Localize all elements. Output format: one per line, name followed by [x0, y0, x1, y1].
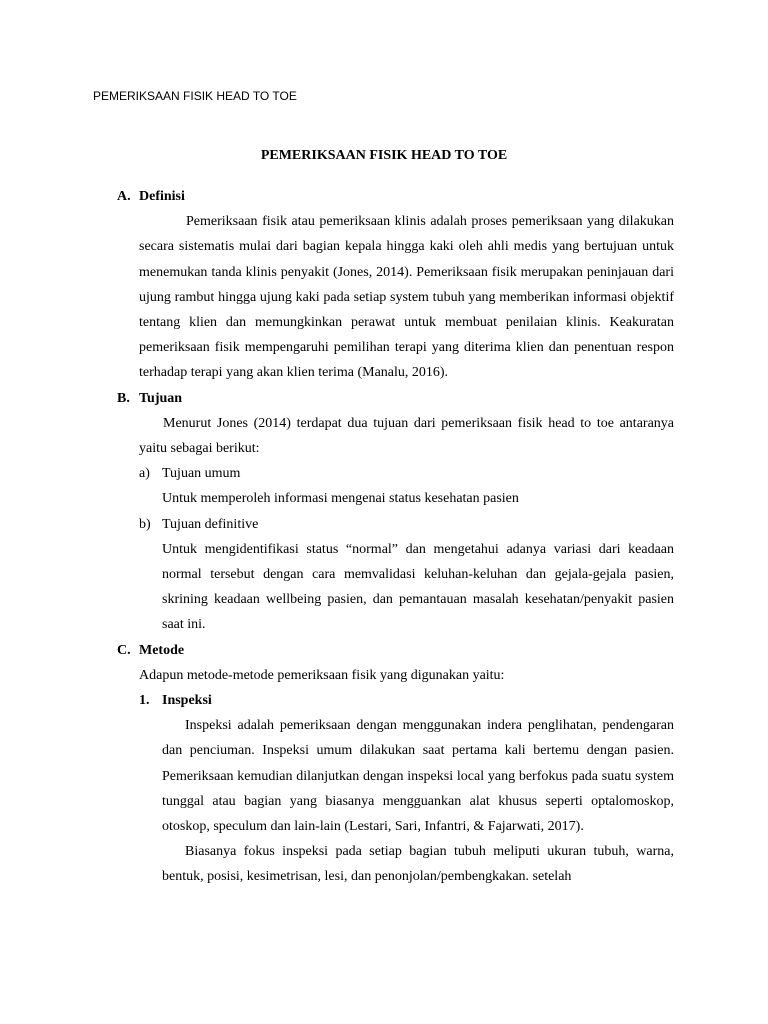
section-title: Tujuan [139, 390, 183, 406]
subsection-title: Tujuan umum [162, 466, 241, 482]
section-heading-metode [0, 638, 768, 663]
subsection-title: Tujuan definitive [162, 516, 259, 532]
section-marker: A. [117, 189, 131, 204]
section-heading-definisi [0, 184, 768, 209]
section-title: Definisi [139, 189, 185, 204]
section-heading-tujuan [0, 386, 768, 411]
subsection-heading-tujuan-definitive [0, 512, 768, 537]
subsection-heading-tujuan-umum [0, 461, 768, 486]
paragraph-inspeksi-1: Inspeksi adalah pemeriksaan dengan menggunakan indera penglihatan, pendengaran dan penciuman. Inspeksi umum dilakukan saat pertama kali bertemu dengan pasien. Pemeriksaan kemudian dilanjutkan dengan inspeksi local yang berfokus pada suatu system tunggal atau bagian yang biasanya mengguankan alat khusus seperti optalomoskop, otoskop, speculum dan lain-lain (Lestari, Sari, Infantri, & Fajarwati, 2017). [162, 718, 674, 834]
paragraph-metode-intro: Adapun metode-metode pemeriksaan fisik yang digunakan yaitu: [139, 667, 505, 683]
section-marker: B. [117, 390, 130, 406]
section-title: Metode [139, 642, 185, 658]
subsection-heading-inspeksi [0, 688, 768, 713]
paragraph-tujuan-definitive: Untuk mengidentifikasi status “normal” dan mengetahui adanya variasi dari keadaan normal tersebut dengan cara memvalidasi keluhan-keluhan dan gejala-gejala pasien, skrining keadaan wellbeing pasien, dan pemantauan masalah kesehatan/penyakit pasien saat ini. [162, 541, 674, 633]
paragraph-tujuan-intro: Menurut Jones (2014) terdapat dua tujuan dari pemeriksaan fisik head to toe antaranya yaitu sebagai berikut: [139, 415, 674, 456]
page-title: PEMERIKSAAN FISIK HEAD TO TOE [260, 148, 508, 163]
paragraph-inspeksi-2: Biasanya fokus inspeksi pada setiap bagian tubuh meliputi ukuran tubuh, warna, bentuk, posisi, kesimetrisan, lesi, dan penonjolan/pembengkakan. setelah [162, 844, 674, 885]
paragraph-tujuan-umum: Untuk memperoleh informasi mengenai status kesehatan pasien [162, 491, 519, 507]
list-marker: a) [139, 466, 150, 482]
list-marker: b) [139, 516, 151, 532]
list-marker: 1. [139, 692, 150, 708]
subsection-title: Inspeksi [162, 692, 212, 708]
document-body [0, 184, 768, 890]
running-header: PEMERIKSAAN FISIK HEAD TO TOE [93, 89, 297, 103]
paragraph-definisi: Pemeriksaan fisik atau pemeriksaan klinis adalah proses pemeriksaan yang dilakukan secara sistematis mulai dari bagian kepala hingga kaki oleh ahli medis yang bertujuan untuk menemukan tanda klinis penyakit (Jones, 2014). Pemeriksaan fisik merupakan peninjauan dari ujung rambut hingga ujung kaki pada setiap system tubuh yang memberikan informasi objektif tentang klien dan memungkinkan perawat untuk membuat penilaian klinis. Keakuratan pemeriksaan fisik mempengaruhi pemilihan terapi yang diterima klien dan penentuan respon terhadap terapi yang akan klien terima (Manalu, 2016). [139, 214, 674, 381]
section-marker: C. [117, 642, 131, 658]
